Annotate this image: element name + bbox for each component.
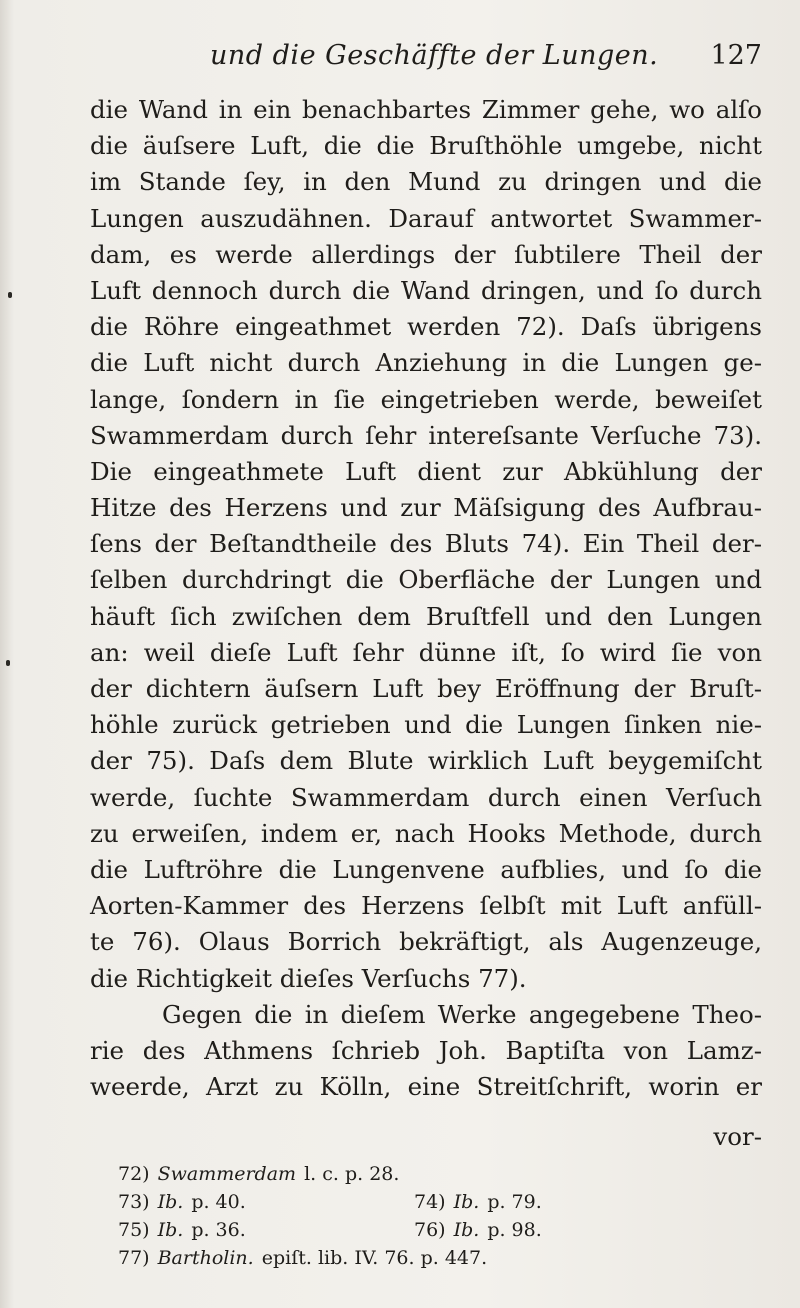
binding-mark xyxy=(6,660,10,666)
text-line: Hitze des Herzens und zur Mäſsigung des Aufbrau- xyxy=(90,493,762,523)
footnote-reference: epiſt. lib. IV. 76. p. 447. xyxy=(261,1247,488,1269)
footnote xyxy=(414,1188,542,1216)
text-line: te 76). Olaus Borrich bekräftigt, als Augenzeuge, xyxy=(90,927,762,957)
footnote-number: 74) xyxy=(414,1191,446,1213)
text-line: häuft ſich zwiſchen dem Bruſtfell und den Lungen xyxy=(90,601,762,631)
text-line: lange, ſondern in ſie eingetrieben werde, beweiſet xyxy=(90,384,762,414)
text-line: dam, es werde allerdings der ſubtilere Theil der xyxy=(90,239,762,269)
footnote xyxy=(118,1188,246,1216)
text-line: im Stande ſey, in den Mund zu dringen und die xyxy=(90,167,762,197)
paragraph-start-line: Gegen die in dieſem Werke angegebene Theo- xyxy=(162,999,762,1029)
text-line: die Röhre eingeathmet werden 72). Daſs übrigens xyxy=(90,312,762,342)
footnote-number: 72) xyxy=(118,1163,150,1185)
footnote xyxy=(118,1244,487,1272)
footnote-row xyxy=(118,1188,578,1216)
catchword: vor- xyxy=(713,1122,762,1151)
text-line: die Luftröhre die Lungenvene aufblies, und ſo die xyxy=(90,854,762,884)
footnote-reference: p. 98. xyxy=(487,1219,542,1241)
footnotes xyxy=(118,1160,578,1272)
footnote-author: Ib. xyxy=(453,1191,480,1213)
body-text xyxy=(90,92,762,1105)
footnote-number: 75) xyxy=(118,1219,150,1241)
footnote-reference: p. 79. xyxy=(487,1191,542,1213)
footnote-row xyxy=(118,1244,578,1272)
binding-mark xyxy=(8,292,12,298)
footnote-row xyxy=(118,1160,578,1188)
text-line: die Wand in ein benachbartes Zimmer gehe, wo alſo xyxy=(90,95,762,124)
footnote-author: Ib. xyxy=(157,1191,184,1213)
text-line: der 75). Daſs dem Blute wirklich Luft beygemiſcht xyxy=(90,746,762,776)
text-line: ſelben durchdringt die Oberfläche der Lungen und xyxy=(90,565,762,595)
page-number: 127 xyxy=(710,40,762,71)
footnote xyxy=(414,1216,542,1244)
text-line: Luft dennoch durch die Wand dringen, und ſo durch xyxy=(90,275,762,305)
running-title: und die Geschäffte der Lungen. xyxy=(210,40,659,71)
text-line: an: weil dieſe Luft ſehr dünne iſt, ſo wird ſie von xyxy=(90,637,762,667)
footnote-author: Ib. xyxy=(157,1219,184,1241)
footnote-row xyxy=(118,1216,578,1244)
footnote-author: Swammerdam xyxy=(157,1163,297,1185)
footnote-reference: p. 40. xyxy=(191,1191,246,1213)
footnote-number: 77) xyxy=(118,1247,150,1269)
text-line: die Richtigkeit dieſes Verſuchs 77). xyxy=(90,963,527,993)
footnote-reference: p. 36. xyxy=(191,1219,246,1241)
footnote-number: 73) xyxy=(118,1191,150,1213)
footnote xyxy=(118,1216,246,1244)
text-line: weerde, Arzt zu Kölln, eine Streitſchrift, worin er xyxy=(90,1072,762,1102)
footnote-reference: l. c. p. 28. xyxy=(304,1163,400,1185)
text-line: Lungen auszudähnen. Darauf antwortet Swammer- xyxy=(90,203,762,233)
text-line: zu erweiſen, indem er, nach Hooks Methode, durch xyxy=(90,818,762,848)
footnote-author: Ib. xyxy=(453,1219,480,1241)
text-line: die äuſsere Luft, die die Bruſthöhle umgebe, nicht xyxy=(90,131,762,161)
text-line: Aorten-Kammer des Herzens ſelbſt mit Luft anfüll- xyxy=(90,891,762,921)
text-line: der dichtern äuſsern Luft bey Eröffnung der Bruſt- xyxy=(90,674,762,703)
footnote xyxy=(118,1160,399,1188)
text-line: höhle zurück getrieben und die Lungen ſinken nie- xyxy=(90,710,762,740)
text-line: die Luft nicht durch Anziehung in die Lungen ge- xyxy=(90,348,762,378)
footnote-number: 76) xyxy=(414,1219,446,1241)
page-header xyxy=(90,38,762,78)
footnote-author: Bartholin. xyxy=(157,1247,254,1269)
text-line: ſens der Beſtandtheile des Bluts 74). Ein Theil der- xyxy=(90,529,762,559)
text-line: Swammerdam durch ſehr intereſsante Verſuche 73). xyxy=(90,420,762,450)
text-line: rie des Athmens ſchrieb Joh. Baptiſta von Lamz- xyxy=(90,1035,762,1065)
text-line: Die eingeathmete Luft dient zur Abkühlung der xyxy=(90,456,762,486)
text-line: werde, ſuchte Swammerdam durch einen Verſuch xyxy=(90,782,762,812)
